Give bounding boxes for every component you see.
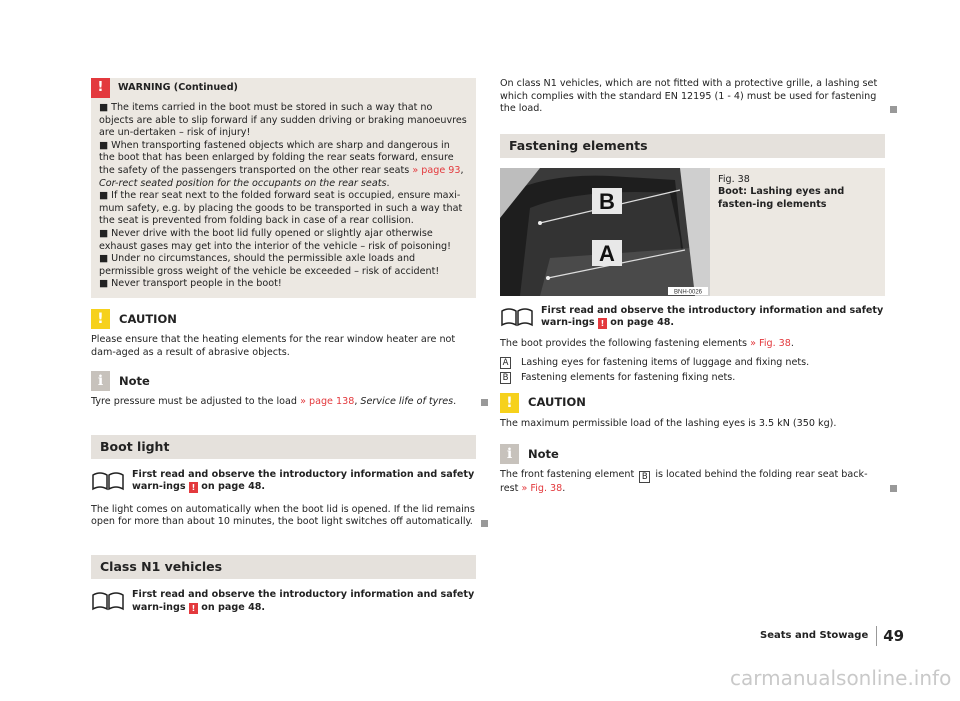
warning-item: ■ Never drive with the boot lid fully opened or slightly ajar otherwise exhaust gases may get into the interior of the vehicle – risk of poisoning! — [99, 227, 451, 252]
legend-key-inline: B — [639, 471, 650, 483]
end-of-section-mark — [890, 106, 897, 113]
warning-item: ■ Under no circumstances, should the permissible axle loads and permissible gross weight of the vehicle be exceeded – risk of accident! — [99, 253, 440, 277]
info-icon: i — [91, 371, 110, 391]
right-column — [500, 78, 885, 496]
end-of-section-mark — [481, 520, 488, 527]
note-title: Note — [119, 373, 150, 388]
section-heading-fastening: Fastening elements — [500, 134, 885, 158]
provides-text: The boot provides the following fastening elements » Fig. 38. — [500, 337, 794, 349]
caution-icon: ! — [91, 309, 110, 329]
legend-item-b — [500, 372, 885, 385]
note-title: Note — [528, 447, 559, 462]
warning-item: ■ The items carried in the boot must be stored in such a way that no objects are able to slip forward if any sudden driving or braking manoeuvres are un-dertaken – risk of injury! — [99, 102, 467, 139]
boot-photo — [500, 168, 710, 296]
figure-38 — [500, 168, 885, 296]
note-header — [500, 444, 885, 464]
figure-link[interactable]: » Fig. 38 — [750, 337, 791, 349]
note-header — [91, 371, 476, 391]
legend-key: A — [500, 357, 511, 369]
warning-mark-icon: ! — [598, 318, 607, 329]
note-text: The front fastening element B is located behind the folding rear seat back-rest » Fig. 38. — [500, 469, 885, 496]
caution-text: Please ensure that the heating elements for the rear window heater are not dam-aged as a result of abrasive objects. — [91, 333, 456, 358]
read-first-notice: First read and observe the introductory information and safety warn-ings ! on page 48. — [91, 469, 476, 494]
figure-caption — [710, 168, 885, 296]
figure-link[interactable]: » Fig. 38 — [521, 483, 563, 495]
figure-number: Fig. 38 — [718, 173, 750, 185]
caution-title: CAUTION — [528, 395, 586, 410]
warning-mark-icon: ! — [189, 482, 198, 493]
figure-label-b: B — [599, 188, 615, 214]
page-link[interactable]: » page 93 — [412, 164, 461, 176]
exclamation-icon: ! — [91, 78, 110, 98]
legend-text: Lashing eyes for fastening items of luggage and fixing nets. — [521, 356, 810, 368]
caution-text: The maximum permissible load of the lashing eyes is 3.5 kN (350 kg). — [500, 417, 837, 429]
warning-box — [91, 78, 476, 298]
warning-item: ■ If the rear seat next to the folded forward seat is occupied, ensure maxi-mum safety, e.g. by placing the goods to be transported in such a way that the seat is prevented from folding back in case of a rear collision. — [99, 190, 463, 227]
legend-text: Fastening elements for fastening fixing nets. — [521, 372, 736, 384]
legend-item-a — [500, 357, 885, 370]
caution-title: CAUTION — [119, 311, 177, 326]
read-first-notice: First read and observe the introductory information and safety warn-ings ! on page 48. — [91, 589, 476, 614]
warning-mark-icon: ! — [189, 603, 198, 614]
book-icon — [91, 469, 125, 491]
warning-item: ■ Never transport people in the boot! — [99, 278, 282, 290]
class-n1-intro-text: On class N1 vehicles, which are not fitted with a protective grille, a lashing set which complies with the standard EN 12195 (1 - 4) must be used for fastening the load. — [500, 78, 885, 116]
note-text: Tyre pressure must be adjusted to the load » page 138, Service life of tyres. — [91, 396, 476, 409]
figure-title: Boot: Lashing eyes and fasten-ing elements — [718, 186, 845, 210]
caution-header — [91, 309, 476, 329]
caution-icon: ! — [500, 393, 519, 413]
end-of-section-mark — [890, 485, 897, 492]
read-first-notice: First read and observe the introductory information and safety warn-ings ! on page 48. — [500, 305, 885, 330]
figure-code: BNH-0026 — [673, 289, 703, 296]
page-footer — [760, 626, 904, 646]
footer-divider — [876, 626, 877, 646]
left-column — [91, 78, 476, 614]
warning-header — [91, 78, 476, 98]
book-icon — [500, 305, 534, 327]
page-number: 49 — [883, 626, 905, 645]
footer-section-title: Seats and Stowage — [760, 629, 869, 641]
section-heading-boot-light: Boot light — [91, 435, 476, 459]
caution-header — [500, 393, 885, 413]
figure-label-a: A — [599, 240, 615, 266]
info-icon: i — [500, 444, 519, 464]
boot-light-text: The light comes on automatically when the boot lid is opened. If the lid remains open for more than about 10 minutes, the boot light switches off automatically. — [91, 504, 476, 529]
watermark: carmanualsonline.info — [730, 666, 952, 690]
warning-item: ■ When transporting fastened objects which are sharp and dangerous in the boot that has been enlarged by folding the rear seats forward, ensure the safety of the passengers transported on the other rear seats » page 93, Cor-rect seated position for the occupants on the rear seats. — [99, 139, 464, 189]
book-icon — [91, 589, 125, 611]
page-link[interactable]: » page 138 — [300, 396, 355, 408]
warning-title: WARNING (Continued) — [118, 81, 238, 93]
end-of-section-mark — [481, 399, 488, 406]
section-heading-class-n1: Class N1 vehicles — [91, 555, 476, 579]
legend-key: B — [500, 372, 511, 384]
